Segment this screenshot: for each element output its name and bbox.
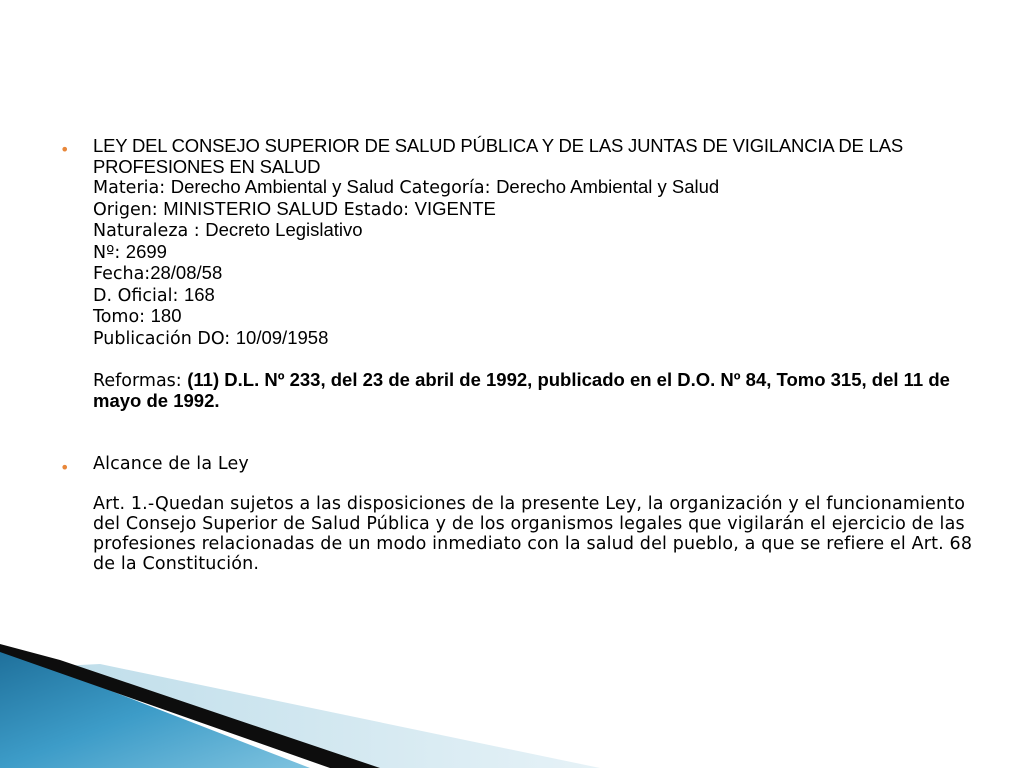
numero-label: Nº: [93, 242, 126, 263]
scope-bullet-item [60, 454, 980, 575]
publicacion-value: 10/09/1958 [235, 326, 329, 348]
publicacion-line [93, 328, 980, 350]
materia-value: Derecho Ambiental y Salud [170, 176, 394, 197]
categoria-label: Categoría: [393, 178, 497, 198]
law-bullet-item [60, 136, 980, 413]
tomo-line [93, 306, 980, 328]
light-stripe [20, 664, 600, 768]
spacer [93, 474, 980, 495]
publicacion-label: Publicación DO: [93, 328, 236, 349]
law-title: LEY DEL CONSEJO SUPERIOR DE SALUD PÚBLICA Y DE LAS JUNTAS DE VIGILANCIA DE LAS PROFESIONES EN SALUD [93, 135, 903, 177]
slide-content [60, 136, 980, 574]
tomo-value: 180 [150, 305, 182, 326]
dark-stripe [0, 644, 380, 768]
oficial-label: D. Oficial: [93, 285, 184, 306]
naturaleza-line [93, 220, 980, 242]
naturaleza-value: Decreto Legislativo [205, 219, 363, 240]
oficial-line [93, 285, 980, 307]
bullet-icon: • [60, 457, 70, 477]
bullet-icon: • [60, 140, 70, 159]
fecha-value: 28/08/58 [150, 262, 223, 283]
oficial-value: 168 [183, 283, 215, 305]
reformas-label: Reformas: [93, 370, 188, 391]
numero-value: 2699 [125, 240, 167, 262]
article-text: Art. 1.-Quedan sujetos a las disposiciones de la presente Ley, la organización y el funcionamiento del Consejo Superior de Salud Pública y de los organismos legales que vigilarán el ejercicio de las profesiones relacionadas de un modo inmediato con la salud del pueblo, a que se refiere el Art. 68 de la Constitución. [93, 494, 973, 574]
scope-heading: Alcance de la Ley [93, 453, 249, 474]
fecha-label: Fecha: [93, 264, 151, 284]
materia-label: Materia: [93, 178, 171, 198]
reformas-value: (11) D.L. Nº 233, del 23 de abril de 1992, publicado en el D.O. Nº 84, Tomo 315, del 11 de mayo de 1992. [93, 368, 950, 411]
tomo-label: Tomo: [93, 307, 151, 327]
categoria-value: Derecho Ambiental y Salud [496, 176, 720, 197]
estado-value: VIGENTE [414, 197, 496, 219]
reformas-line [93, 370, 980, 413]
naturaleza-label: Naturaleza : [93, 221, 206, 241]
fecha-line [93, 263, 980, 285]
origen-line [93, 199, 980, 221]
blue-wedge [0, 648, 310, 768]
materia-line [93, 177, 980, 199]
origen-label: Origen: [93, 199, 164, 220]
numero-line [93, 242, 980, 264]
spacer [93, 349, 980, 370]
origen-value: MINISTERIO SALUD [163, 197, 339, 219]
estado-label: Estado: [338, 199, 415, 220]
